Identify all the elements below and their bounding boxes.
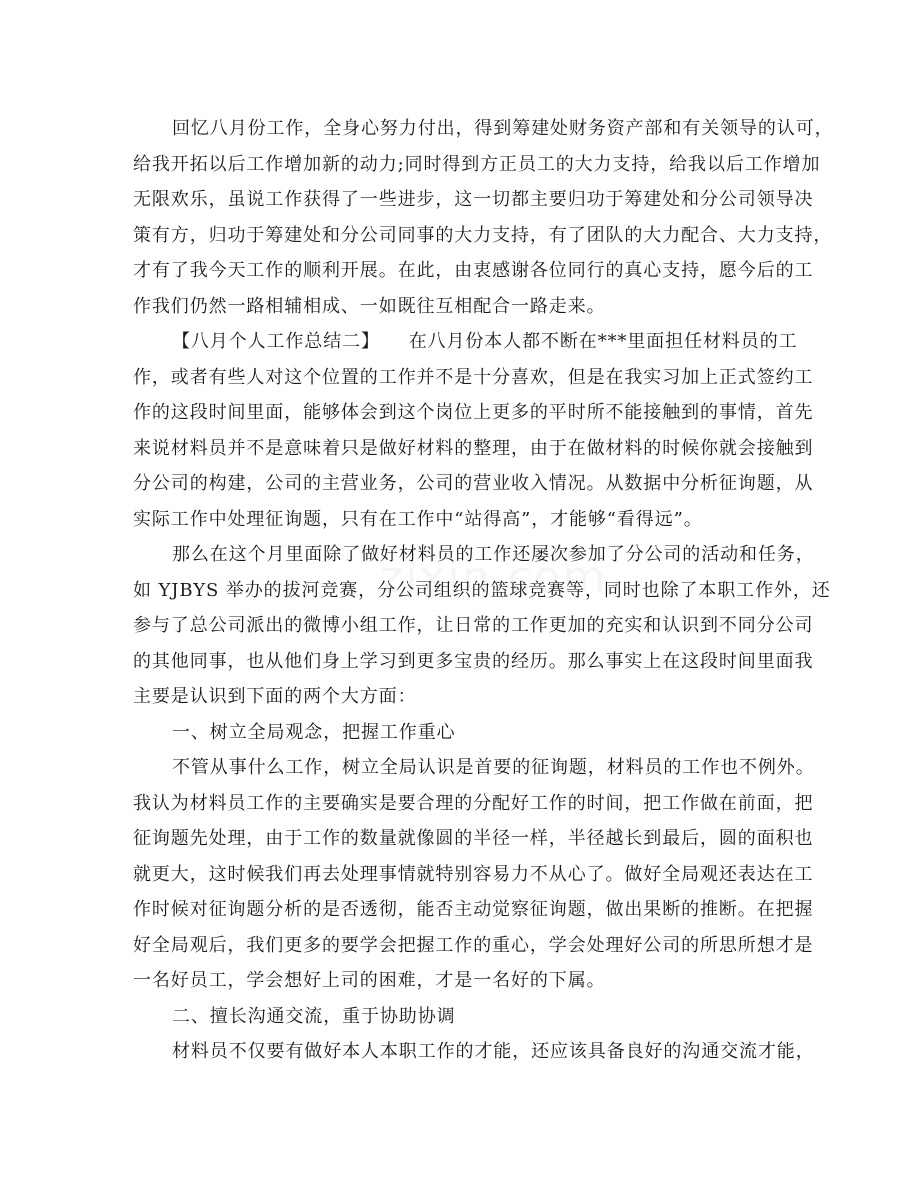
paragraph-line: 回忆八月份工作，全身心努力付出，得到筹建处财务资产部和有关领导的认可，: [172, 118, 834, 139]
paragraph-line: 来说材料员并不是意味着只是做好材料的整理，由于在做材料的时候你就会接触到: [133, 437, 814, 459]
paragraph-line: 作我们仍然一路相辅相成、一如既往互相配合一路走来。: [133, 295, 606, 317]
paragraph-line: 不管从事什么工作，树立全局认识是首要的征询题，材料员的工作也不例外。: [172, 757, 815, 778]
paragraph-line: 材料员不仅要有做好本人本职工作的才能，还应该具备良好的沟通交流才能，: [172, 1041, 815, 1062]
paragraph-line: 实际工作中处理征询题，只有在工作中“站得高”，才能够“看得远”。: [133, 508, 703, 530]
paragraph-line: 参与了总公司派出的微博小组工作，让日常的工作更加的充实和认识到不同分公司: [133, 615, 814, 636]
paragraph-line: 作的这段时间里面，能够体会到这个岗位上更多的平时所不能接触到的事情，首先: [133, 402, 814, 423]
paragraph-line: 一名好员工，学会想好上司的困难，才是一名好的下属。: [133, 970, 606, 991]
paragraph-line: 无限欢乐，虽说工作获得了一些进步，这一切都主要归功于筹建处和分公司领导决: [133, 189, 814, 210]
paragraph-line: 作时候对征询题分析的是否透彻，能否主动觉察征询题，做出果断的推断。在把握: [133, 899, 814, 920]
paragraph-line: 就更大，这时候我们再去处理事情就特别容易力不从心了。做好全局观还表达在工: [133, 863, 814, 885]
section-heading-line: 【八月个人工作总结二】 在八月份本人都不断在***里面担任材料员的工: [172, 331, 798, 352]
paragraph-line: 策有方，归功于筹建处和分公司同事的大力支持，有了团队的大力配合、大力支持，: [133, 224, 833, 246]
document-body: [133, 111, 834, 1070]
subheading-line: 一、树立全局观念，把握工作重心: [172, 721, 456, 743]
paragraph-line: 我认为材料员工作的主要确实是要合理的分配好工作的时间，把工作做在前面，把: [133, 792, 814, 814]
paragraph-line: 征询题先处理，由于工作的数量就像圆的半径一样，半径越长到最后，圆的面积也: [133, 828, 814, 849]
subheading-line: 二、擅长沟通交流，重于协助协调: [172, 1005, 456, 1027]
paragraph-line: 作，或者有些人对这个位置的工作并不是十分喜欢，但是在我实习加上正式签约工: [133, 366, 814, 388]
paragraph-line: 给我开拓以后工作增加新的动力;同时得到方正员工的大力支持，给我以后工作增加: [133, 153, 821, 175]
paragraph-line: 才有了我今天工作的顺利开展。在此，由衷感谢各位同行的真心支持，愿今后的工: [133, 260, 814, 281]
paragraph-line: 那么在这个月里面除了做好材料员的工作还屡次参加了分公司的活动和任务，: [172, 544, 815, 565]
paragraph-line: 分公司的构建，公司的主营业务，公司的营业收入情况。从数据中分析征询题，从: [133, 473, 814, 494]
paragraph-line: 好全局观后，我们更多的要学会把握工作的重心，学会处理好公司的所思所想才是: [133, 934, 814, 956]
paragraph-line: 如 YJBYS 举办的拔河竞赛，分公司组织的篮球竞赛等，同时也除了本职工作外，还: [133, 579, 831, 601]
paragraph-line: 主要是认识到下面的两个大方面：: [133, 686, 417, 707]
paragraph-line: 的其他同事，也从他们身上学习到更多宝贵的经历。那么事实上在这段时间里面我: [133, 650, 814, 672]
